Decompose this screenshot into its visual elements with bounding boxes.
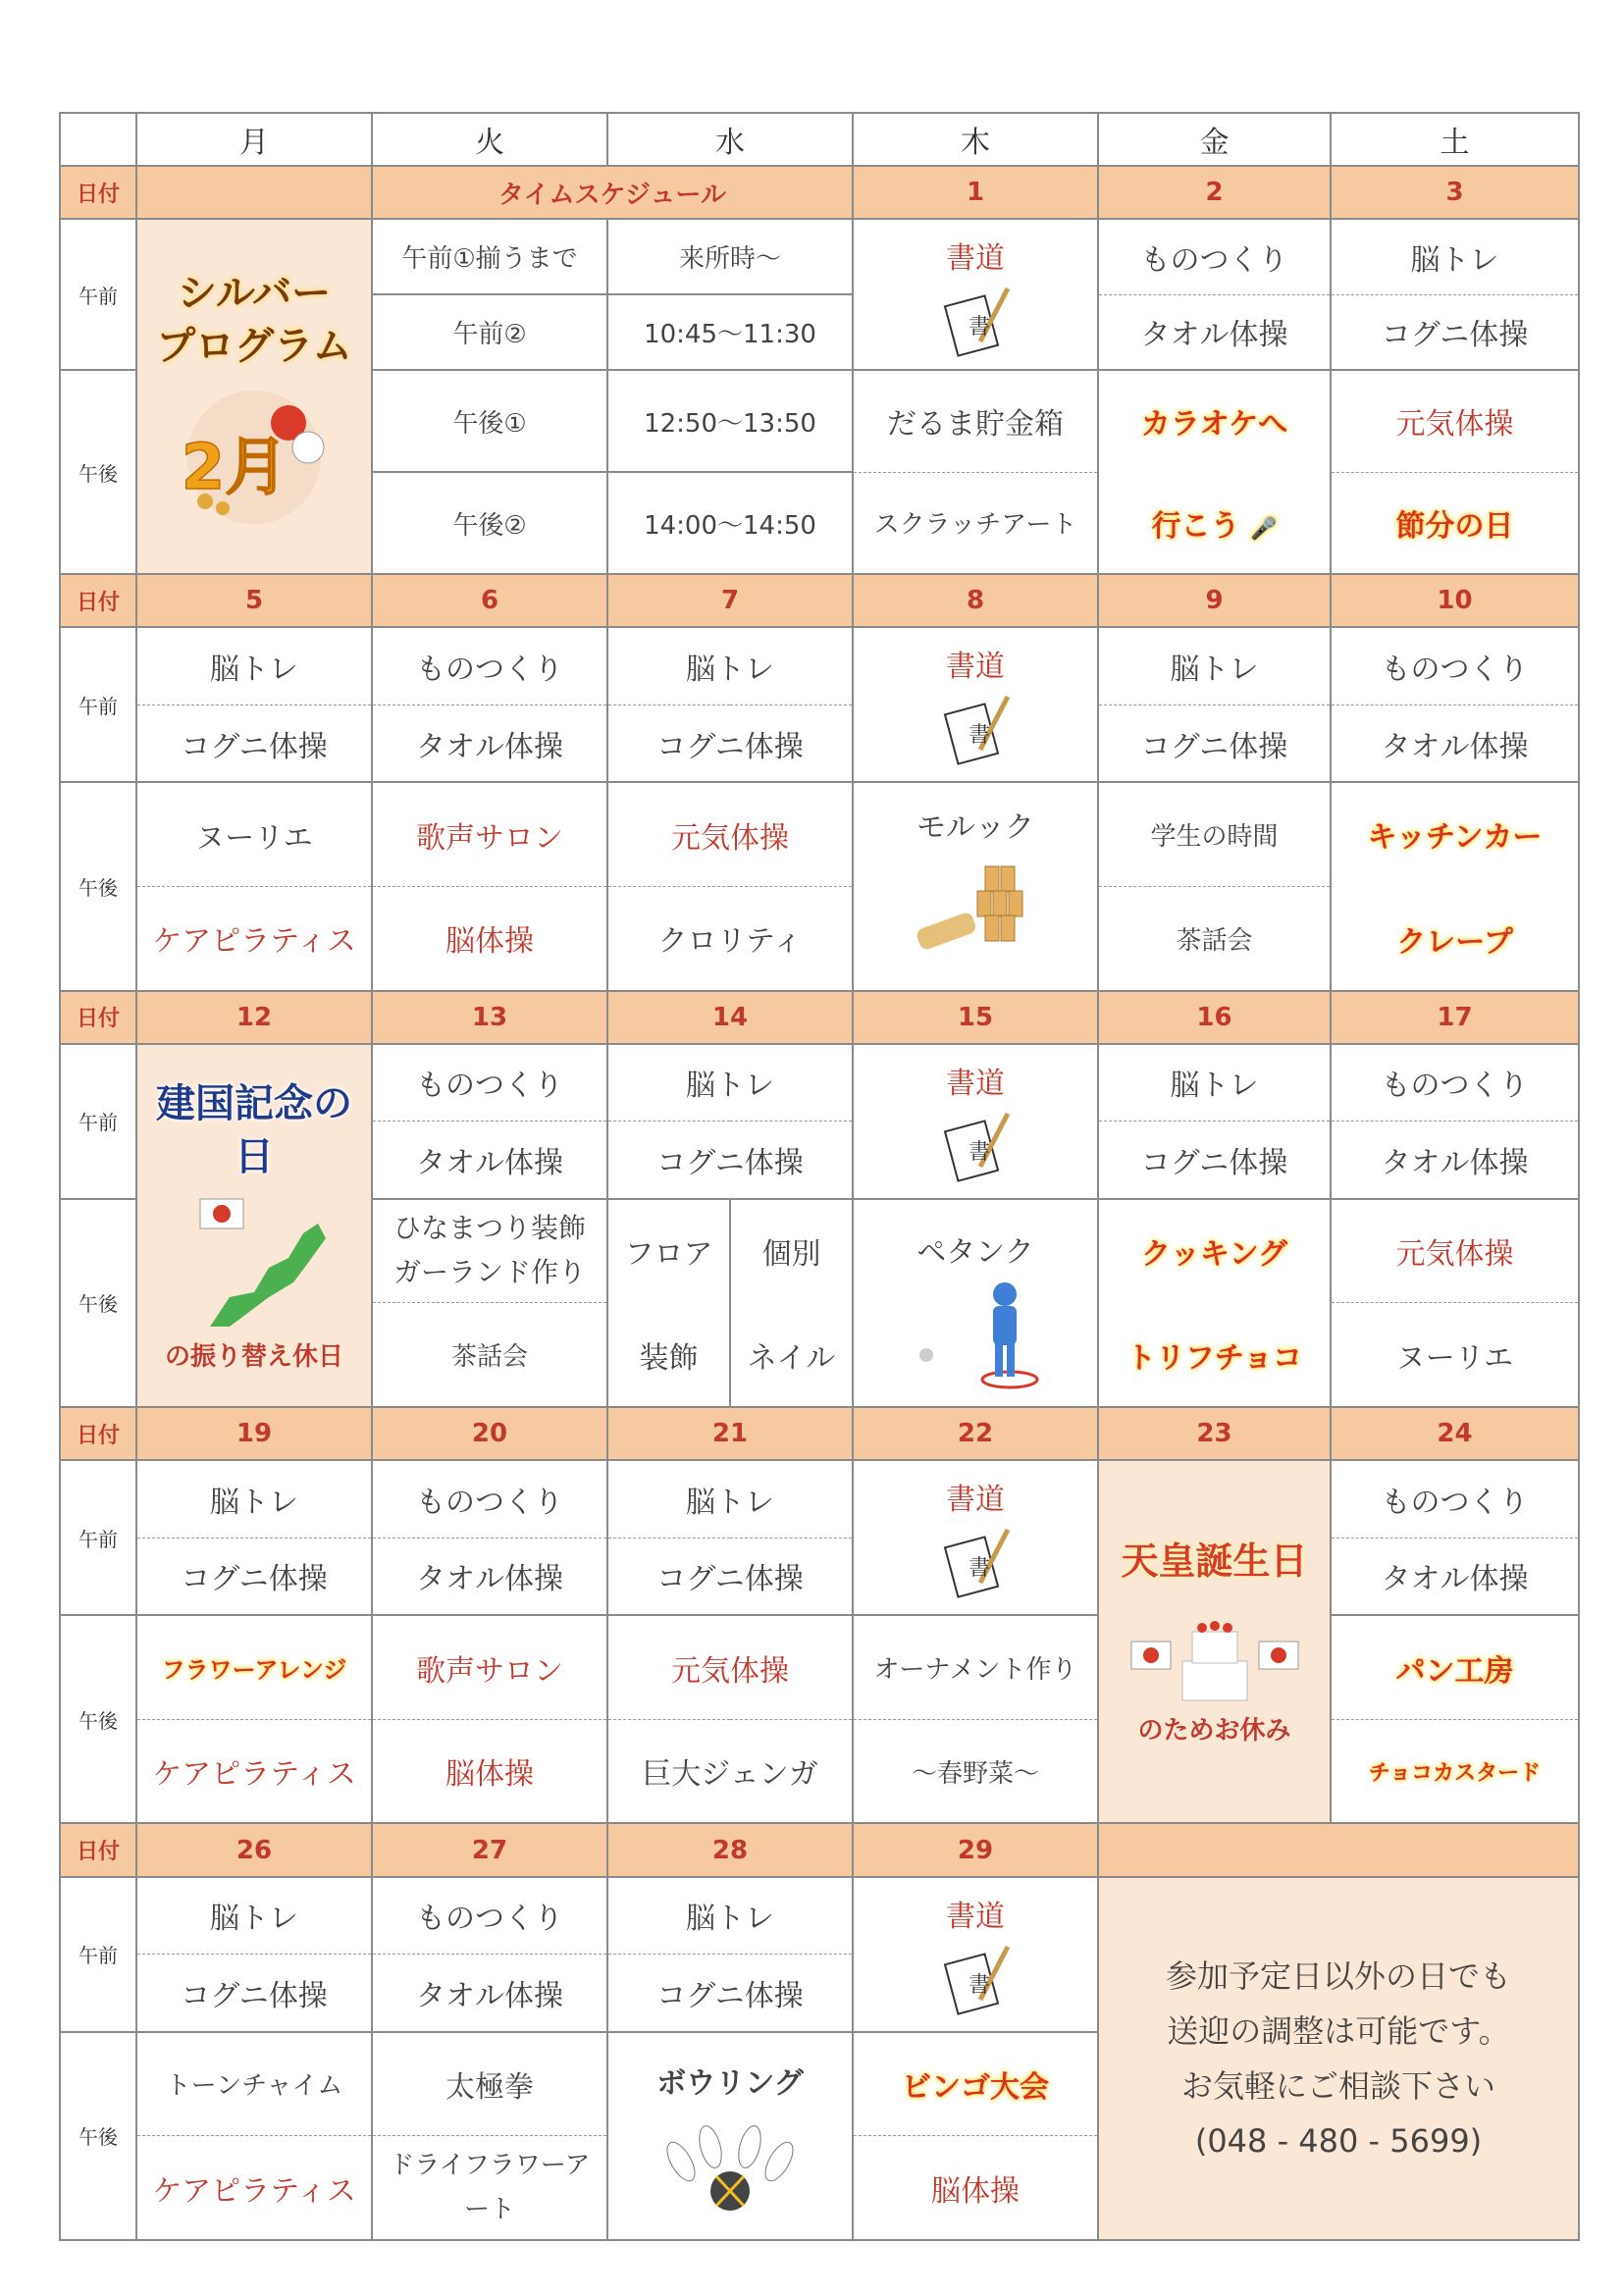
period-am-label: 午前 <box>60 1044 136 1199</box>
national-foundation-day-panel <box>136 1044 372 1407</box>
activity: 脳トレ <box>136 1877 372 1955</box>
activity: ものつくり <box>372 627 607 704</box>
activity: 元気体操 <box>1331 370 1579 472</box>
date-cell: 17 <box>1331 991 1579 1044</box>
activity: タオル体操 <box>1331 704 1579 782</box>
activity-cell <box>1098 472 1331 574</box>
activity: タオル体操 <box>372 1955 607 2032</box>
date-cell: 24 <box>1331 1407 1579 1460</box>
activity: ヌーリエ <box>1331 1303 1579 1407</box>
date-row <box>60 1823 1579 1876</box>
activity: 脳トレ <box>136 627 372 704</box>
activity: フラワーアレンジ <box>136 1615 372 1719</box>
month-badge-text: 2月 <box>181 432 288 505</box>
weekday-sat: 土 <box>1331 113 1579 166</box>
silver-title-2: プログラム <box>156 324 352 370</box>
activity: 書道 <box>946 241 1005 277</box>
activity: タオル体操 <box>372 1538 607 1615</box>
activity: 元気体操 <box>607 782 853 886</box>
holiday-caption: のためお休み <box>1137 1716 1291 1747</box>
activity: 脳トレ <box>607 1460 853 1538</box>
activity: 元気体操 <box>1331 1199 1579 1303</box>
activity: コグニ体操 <box>1331 294 1579 370</box>
weekday-thu: 木 <box>853 113 1098 166</box>
activity: ケアピラティス <box>136 1719 372 1823</box>
activity: コグニ体操 <box>136 704 372 782</box>
activity: トーンチャイム <box>136 2032 372 2136</box>
birthday-cake-icon <box>1122 1592 1308 1710</box>
activity: 太極拳 <box>372 2032 607 2136</box>
petanque-icon <box>897 1277 1054 1394</box>
contact-note-panel <box>1098 1877 1579 2240</box>
activity: 脳トレ <box>607 1044 853 1122</box>
calligraphy-cell <box>853 219 1098 370</box>
date-cell-empty <box>1098 1823 1579 1876</box>
activity: 脳体操 <box>372 886 607 990</box>
period-pm-label: 午後 <box>60 1615 136 1823</box>
activity: 茶話会 <box>1098 886 1331 990</box>
activity: ものつくり <box>372 1044 607 1122</box>
period-pm-label: 午後 <box>60 1199 136 1407</box>
svg-text:書: 書 <box>969 1139 991 1165</box>
activity: 書道 <box>946 1483 1005 1518</box>
activity: 脳トレ <box>607 627 853 704</box>
activity: ものつくり <box>372 1460 607 1538</box>
date-cell: 6 <box>372 574 607 627</box>
silver-program-panel <box>136 219 372 574</box>
japan-map-icon <box>171 1189 338 1336</box>
month-badge-icon <box>166 379 342 526</box>
activity: コグニ体操 <box>607 1955 853 2032</box>
date-cell-empty <box>136 166 372 219</box>
calligraphy-cell <box>853 1460 1098 1615</box>
calligraphy-cell <box>853 1044 1098 1199</box>
date-cell: 12 <box>136 991 372 1044</box>
date-cell: 3 <box>1331 166 1579 219</box>
bowling-cell <box>607 2032 853 2240</box>
activity: 装飾 <box>607 1303 730 1407</box>
weekday-mon: 月 <box>136 113 372 166</box>
date-cell: 28 <box>607 1823 853 1876</box>
activity: 書道 <box>946 1899 1005 1934</box>
activity: カラオケへ <box>1098 370 1331 472</box>
activity: ものつくり <box>1331 1460 1579 1538</box>
activity: チョコカスタード <box>1331 1719 1579 1823</box>
bowling-icon <box>652 2108 809 2216</box>
activity: 脳トレ <box>1098 1044 1331 1122</box>
period-am-label: 午前 <box>60 219 136 370</box>
note-line: お気軽にご相談下さい <box>1180 2066 1495 2105</box>
activity: タオル体操 <box>1331 1122 1579 1199</box>
activity: キッチンカー <box>1331 782 1579 886</box>
time-label: 午前①揃うまで <box>372 219 607 294</box>
activity: 巨大ジェンガ <box>607 1719 853 1823</box>
time-value: 14:00〜14:50 <box>607 472 853 574</box>
activity: ひなまつり装飾ガーランド作り <box>372 1199 607 1303</box>
date-cell: 13 <box>372 991 607 1044</box>
activity: 茶話会 <box>372 1303 607 1407</box>
activity: クッキング <box>1098 1199 1331 1303</box>
weekday-tue: 火 <box>372 113 607 166</box>
period-pm-label: 午後 <box>60 2032 136 2240</box>
activity: 脳トレ <box>1098 627 1331 704</box>
date-cell: 27 <box>372 1823 607 1876</box>
activity: トリフチョコ <box>1098 1303 1331 1407</box>
holiday-caption: の振り替え休日 <box>164 1342 343 1373</box>
date-cell: 23 <box>1098 1407 1331 1460</box>
date-cell: 5 <box>136 574 372 627</box>
activity: クロリティ <box>607 886 853 990</box>
activity: タオル体操 <box>1098 294 1331 370</box>
date-label: 日付 <box>60 1407 136 1460</box>
activity: コグニ体操 <box>607 704 853 782</box>
petanque-cell <box>853 1199 1098 1407</box>
phone-number: (048 - 480 - 5699) <box>1194 2121 1483 2160</box>
activity: 脳体操 <box>372 1719 607 1823</box>
weekday-fri: 金 <box>1098 113 1331 166</box>
date-label: 日付 <box>60 991 136 1044</box>
activity: ペタンク <box>916 1234 1034 1270</box>
activity: スクラッチアート <box>853 472 1098 574</box>
date-label: 日付 <box>60 574 136 627</box>
molkky-cell <box>853 782 1098 990</box>
date-cell: 10 <box>1331 574 1579 627</box>
activity: 歌声サロン <box>372 1615 607 1719</box>
date-row <box>60 574 1579 627</box>
emperor-birthday-panel <box>1098 1460 1331 1823</box>
date-cell: 19 <box>136 1407 372 1460</box>
activity: 個別 <box>730 1199 853 1303</box>
time-value: 12:50〜13:50 <box>607 370 853 472</box>
period-am-label: 午前 <box>60 1460 136 1615</box>
silver-title-1: シルバー <box>177 271 332 317</box>
svg-text:書: 書 <box>969 1556 991 1582</box>
calligraphy-icon <box>931 1941 1020 2019</box>
activity: オーナメント作り <box>853 1615 1098 1719</box>
date-cell: 8 <box>853 574 1098 627</box>
activity: 学生の時間 <box>1098 782 1331 886</box>
schedule-title: タイムスケジュール <box>372 166 853 219</box>
date-cell: 20 <box>372 1407 607 1460</box>
time-value: 10:45〜11:30 <box>607 294 853 370</box>
activity: タオル体操 <box>372 1122 607 1199</box>
date-cell: 26 <box>136 1823 372 1876</box>
activity: ネイル <box>730 1303 853 1407</box>
date-cell: 15 <box>853 991 1098 1044</box>
activity: ボウリング <box>656 2065 804 2101</box>
activity: コグニ体操 <box>607 1538 853 1615</box>
date-cell: 22 <box>853 1407 1098 1460</box>
activity: 脳体操 <box>853 2136 1098 2240</box>
date-cell: 21 <box>607 1407 853 1460</box>
date-cell: 9 <box>1098 574 1331 627</box>
calligraphy-icon <box>931 691 1020 769</box>
activity: ものつくり <box>1331 1044 1579 1122</box>
svg-text:書: 書 <box>969 315 991 340</box>
time-value: 来所時〜 <box>607 219 853 294</box>
activity: コグニ体操 <box>1098 704 1331 782</box>
calligraphy-icon <box>931 1524 1020 1602</box>
activity: 脳トレ <box>1331 219 1579 294</box>
period-am-label: 午前 <box>60 627 136 782</box>
date-cell: 29 <box>853 1823 1098 1876</box>
date-cell: 2 <box>1098 166 1331 219</box>
activity: ケアピラティス <box>136 886 372 990</box>
microphone-icon: 🎤 <box>1250 517 1278 543</box>
activity: パン工房 <box>1331 1615 1579 1719</box>
date-label: 日付 <box>60 166 136 219</box>
activity: ドライフラワーアート <box>372 2136 607 2240</box>
activity: 書道 <box>946 650 1005 685</box>
molkky-icon <box>907 852 1044 960</box>
activity: ものつくり <box>1331 627 1579 704</box>
activity: モルック <box>916 810 1034 846</box>
corner-cell <box>60 113 136 166</box>
activity: コグニ体操 <box>1098 1122 1331 1199</box>
activity: 行こう <box>1151 509 1240 545</box>
activity: 元気体操 <box>607 1615 853 1719</box>
time-label: 午前② <box>372 294 607 370</box>
date-label: 日付 <box>60 1823 136 1876</box>
activity: 歌声サロン <box>372 782 607 886</box>
date-cell: 14 <box>607 991 853 1044</box>
activity: コグニ体操 <box>607 1122 853 1199</box>
holiday-title: 建国記念の日 <box>156 1081 352 1180</box>
svg-text:書: 書 <box>969 723 991 749</box>
activity: ものつくり <box>372 1877 607 1955</box>
weekday-header-row <box>60 113 1579 166</box>
calligraphy-cell <box>853 1877 1098 2032</box>
monthly-schedule-table <box>59 112 1580 2241</box>
activity: 脳トレ <box>136 1460 372 1538</box>
date-cell: 1 <box>853 166 1098 219</box>
period-pm-label: 午後 <box>60 370 136 574</box>
calligraphy-cell <box>853 627 1098 782</box>
note-line: 送迎の調整は可能です。 <box>1167 2011 1510 2050</box>
holiday-title: 天皇誕生日 <box>1121 1539 1308 1584</box>
activity: 書道 <box>946 1066 1005 1101</box>
activity: ビンゴ大会 <box>853 2032 1098 2136</box>
weekday-wed: 水 <box>607 113 853 166</box>
date-row <box>60 991 1579 1044</box>
activity: 〜春野菜〜 <box>853 1719 1098 1823</box>
note-line: 参加予定日以外の日でも <box>1165 1957 1511 1995</box>
activity: 脳トレ <box>607 1877 853 1955</box>
activity: ものつくり <box>1098 219 1331 294</box>
date-row <box>60 166 1579 219</box>
date-cell: 16 <box>1098 991 1331 1044</box>
activity: ケアピラティス <box>136 2136 372 2240</box>
date-row <box>60 1407 1579 1460</box>
date-cell: 7 <box>607 574 853 627</box>
activity: クレープ <box>1331 886 1579 990</box>
activity: だるま貯金箱 <box>853 370 1098 472</box>
activity: タオル体操 <box>372 704 607 782</box>
calligraphy-icon <box>931 1108 1020 1186</box>
svg-text:書: 書 <box>969 1972 991 1998</box>
activity: ヌーリエ <box>136 782 372 886</box>
period-pm-label: 午後 <box>60 782 136 990</box>
activity: タオル体操 <box>1331 1538 1579 1615</box>
time-label: 午後② <box>372 472 607 574</box>
period-am-label: 午前 <box>60 1877 136 2032</box>
calligraphy-icon <box>931 283 1020 361</box>
activity: コグニ体操 <box>136 1955 372 2032</box>
activity: フロア <box>607 1199 730 1303</box>
time-label: 午後① <box>372 370 607 472</box>
activity: 節分の日 <box>1331 472 1579 574</box>
activity: コグニ体操 <box>136 1538 372 1615</box>
